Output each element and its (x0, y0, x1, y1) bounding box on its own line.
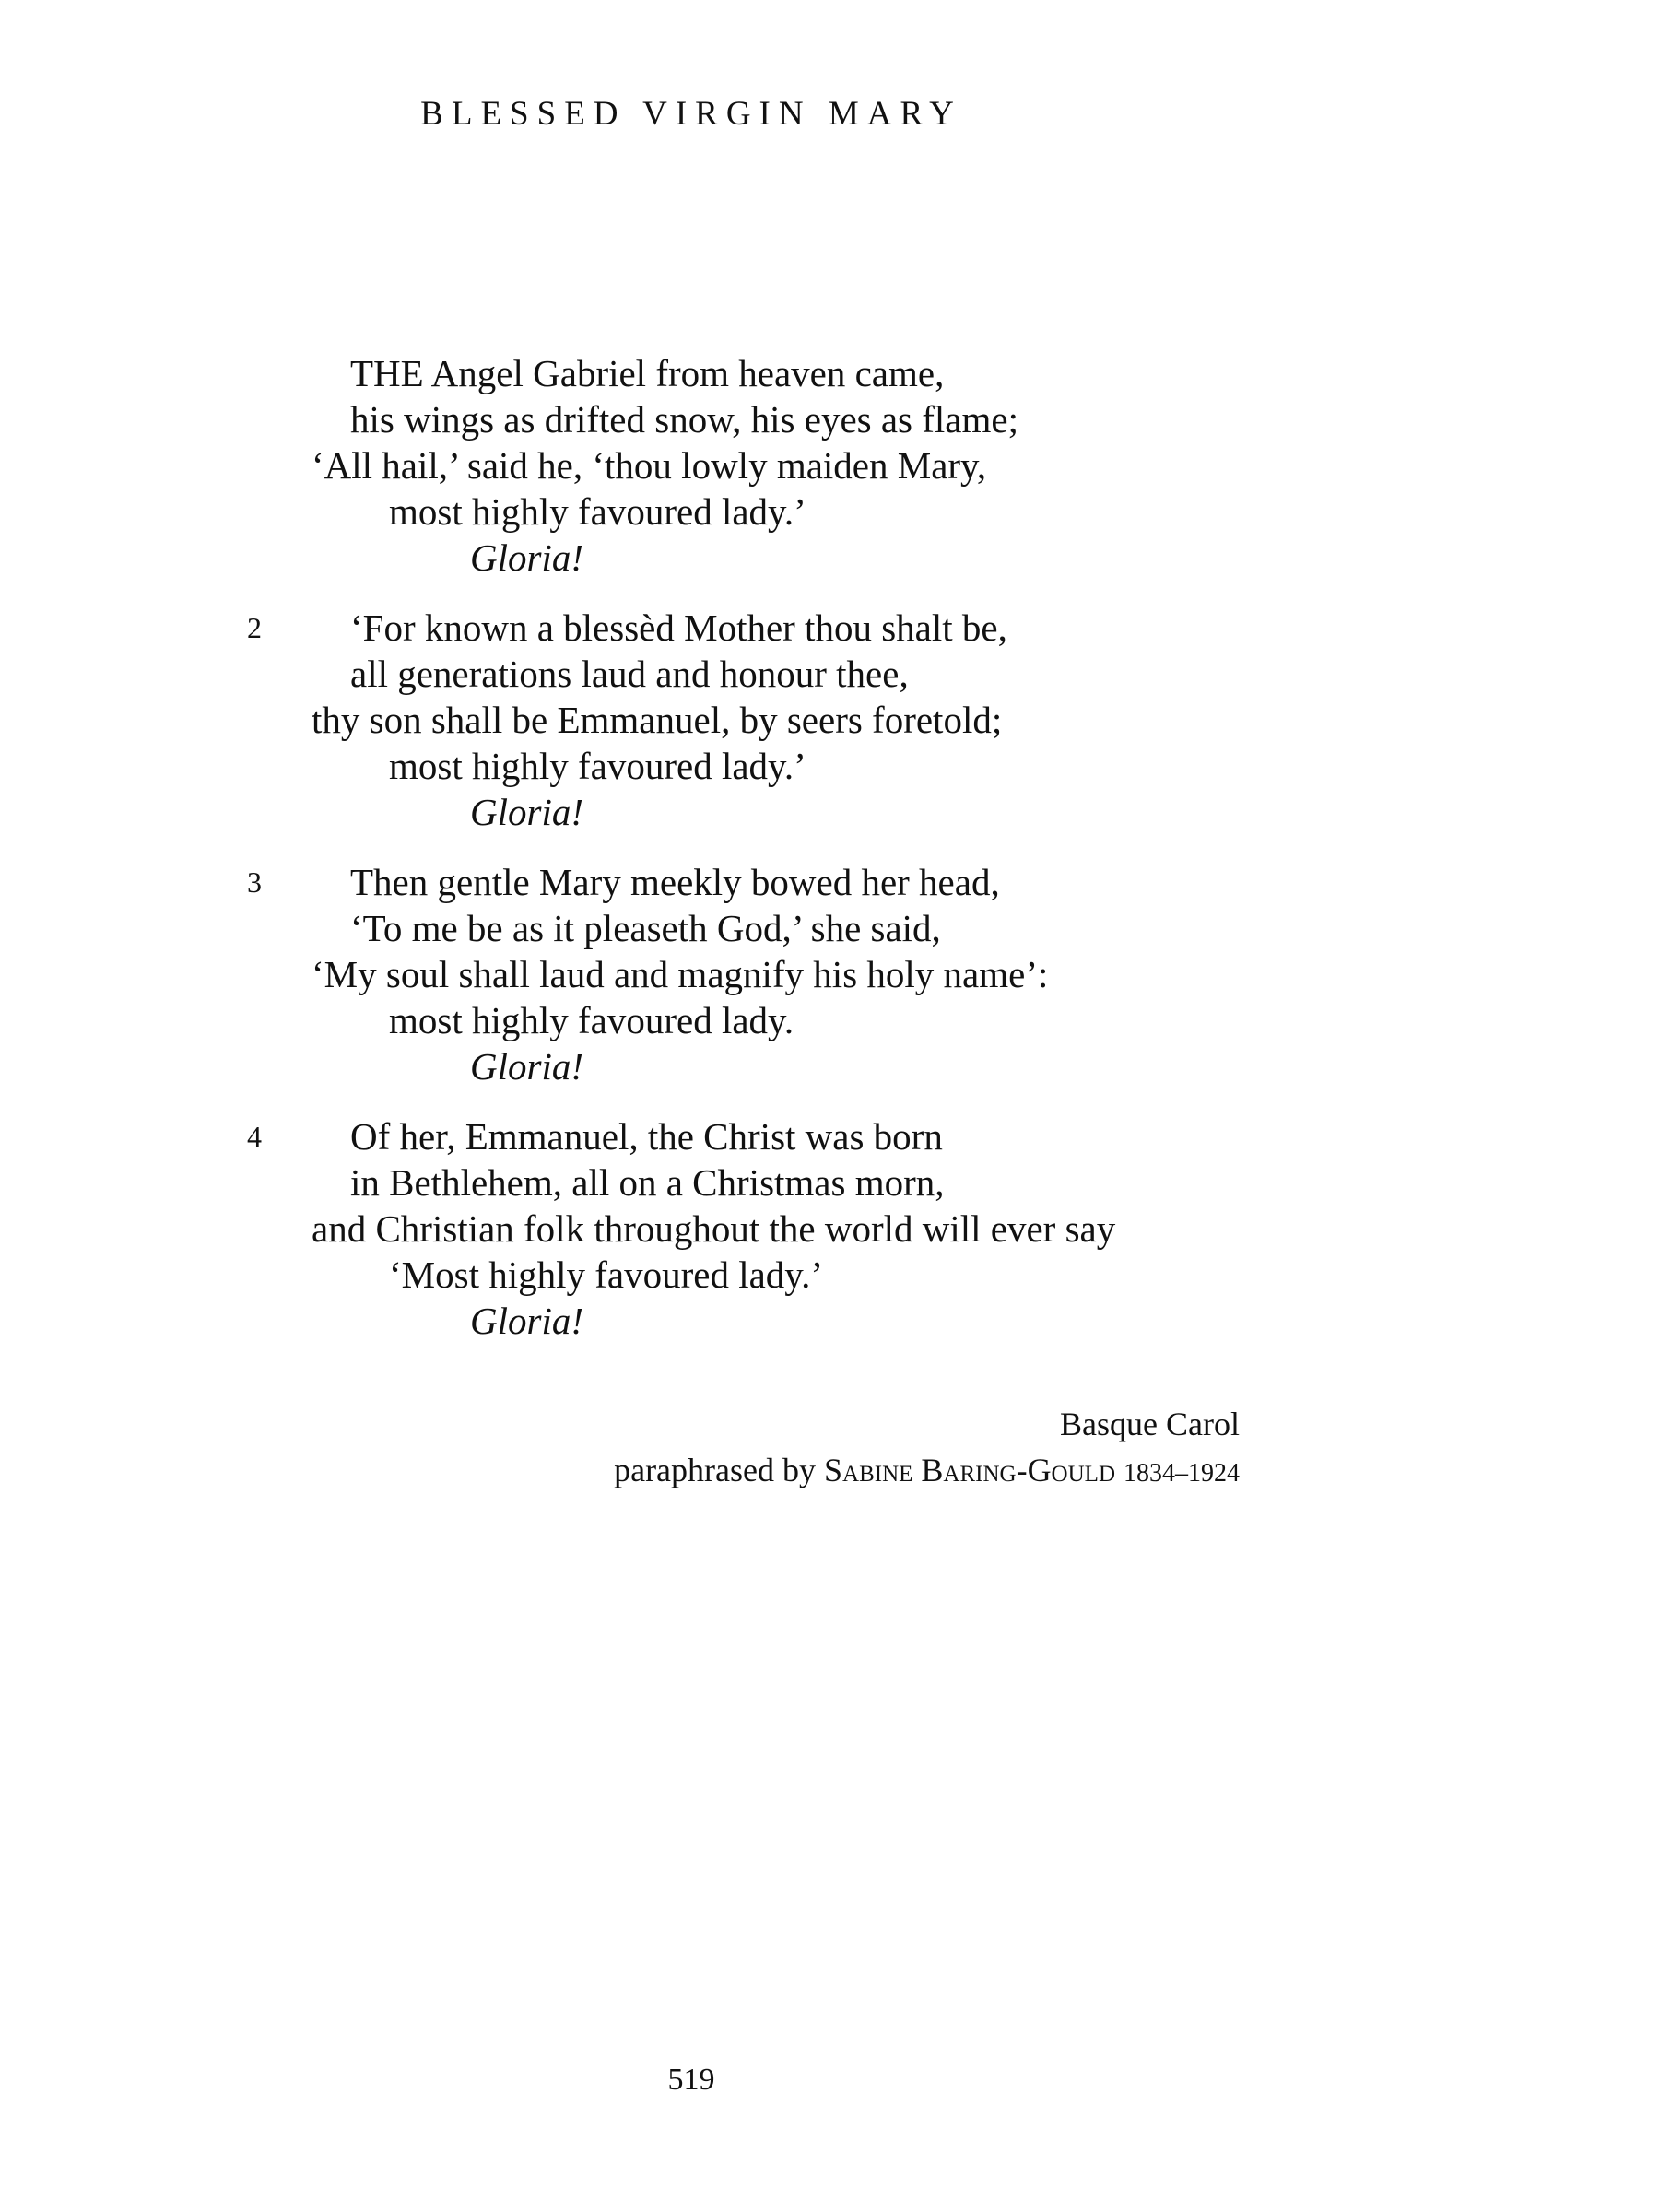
verse-number: 2 (247, 611, 262, 644)
verse-2 (0, 605, 1659, 835)
running-head: BLESSED VIRGIN MARY (420, 95, 962, 133)
verse-line: his wings as drifted snow, his eyes as flame; (350, 398, 1018, 441)
verse-line: ‘All hail,’ said he, ‘thou lowly maiden Mary, (312, 444, 987, 487)
gloria-refrain: Gloria! (470, 536, 583, 579)
gloria-refrain: Gloria! (470, 1045, 583, 1088)
verse-number: 4 (247, 1120, 262, 1153)
verse-line: thy son shall be Emmanuel, by seers foretold; (312, 699, 1003, 741)
paraphrased-by-label: paraphrased by (614, 1452, 816, 1488)
hymn-text (0, 350, 1659, 1368)
verse-line: most highly favoured lady.’ (389, 490, 806, 533)
verse-line: ‘For known a blessèd Mother thou shalt be, (350, 606, 1007, 649)
attribution-source: Basque Carol (1060, 1406, 1240, 1442)
verse-line: ‘To me be as it pleaseth God,’ she said, (350, 907, 941, 949)
verse-line: most highly favoured lady. (389, 999, 794, 1041)
verse-line: THE Angel Gabriel from heaven came, (350, 352, 945, 394)
verse-line: all generations laud and honour thee, (350, 653, 909, 695)
verse-line: and Christian folk throughout the world will ever say (312, 1207, 1116, 1250)
verse-number: 3 (247, 865, 262, 899)
gloria-refrain: Gloria! (470, 1300, 583, 1342)
gloria-refrain: Gloria! (470, 791, 583, 833)
author-name: Sabine Baring-Gould (824, 1452, 1115, 1488)
attribution (0, 1401, 1240, 1497)
verse-line: Then gentle Mary meekly bowed her head, (350, 861, 1000, 903)
verse-line: most highly favoured lady.’ (389, 745, 806, 787)
attribution-author-line (0, 1447, 1240, 1497)
verse-line: ‘Most highly favoured lady.’ (389, 1253, 824, 1296)
verse-line: in Bethlehem, all on a Christmas morn, (350, 1161, 945, 1204)
verse-4 (0, 1113, 1659, 1344)
verse-line: Of her, Emmanuel, the Christ was born (350, 1115, 943, 1158)
page-number: 519 (667, 2063, 715, 2097)
verse-1 (0, 350, 1659, 581)
verse-3 (0, 859, 1659, 1089)
author-dates: 1834–1924 (1124, 1459, 1240, 1488)
verse-line: ‘My soul shall laud and magnify his holy name’: (312, 953, 1049, 995)
